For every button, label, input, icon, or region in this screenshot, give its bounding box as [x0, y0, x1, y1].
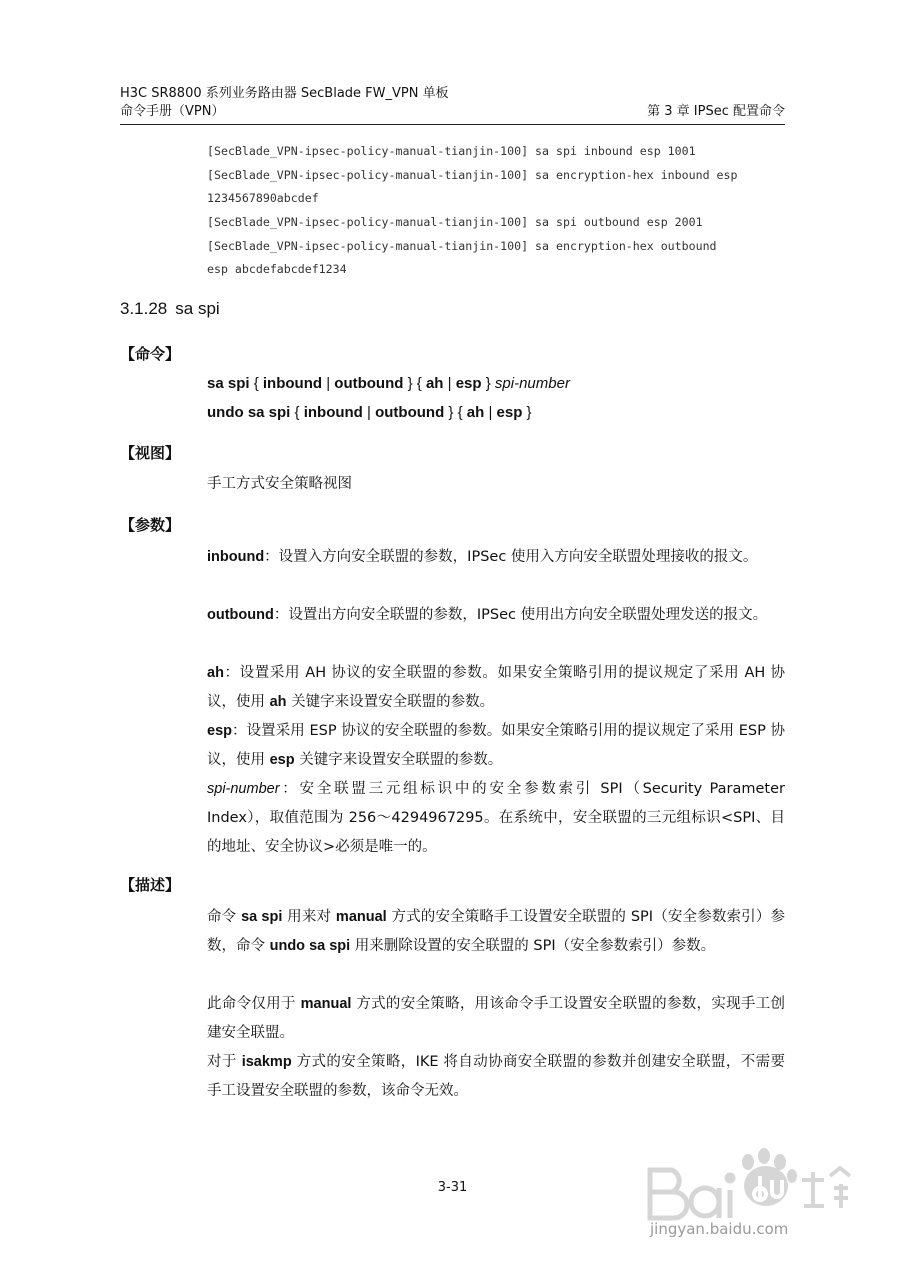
code-line: esp abcdefabcdef1234: [207, 262, 347, 276]
command-syntax: sa spi { inbound | outbound } { ah | esp } spi-number: [207, 375, 570, 392]
undo-command-syntax: undo sa spi { inbound | outbound } { ah | esp }: [207, 404, 532, 421]
code-line: [SecBlade_VPN-ipsec-policy-manual-tianjin-100] sa encryption-hex outbound: [207, 239, 717, 253]
page-number: 3-31: [437, 1180, 468, 1195]
watermark-url: jingyan.baidu.com: [650, 1220, 789, 1238]
header-row: [120, 103, 785, 120]
code-line: [SecBlade_VPN-ipsec-policy-manual-tianjin-100] sa spi outbound esp 2001: [207, 215, 703, 229]
code-line: 1234567890abcdef: [207, 191, 319, 205]
code-line: [SecBlade_VPN-ipsec-policy-manual-tianjin-100] sa encryption-hex inbound esp: [207, 168, 738, 182]
desc-para-3: 对于 isakmp 方式的安全策略，IKE 将自动协商安全联盟的参数并创建安全联盟，不需要手工设置安全联盟的参数，该命令无效。: [207, 1054, 785, 1099]
label-desc: 【描述】: [120, 876, 181, 894]
label-params: 【参数】: [120, 516, 181, 534]
header-title: H3C SR8800 系列业务路由器 SecBlade FW_VPN 单板: [120, 86, 449, 101]
desc-para-2: 此命令仅用于 manual 方式的安全策略，用该命令手工设置安全联盟的参数，实现手工创建安全联盟。: [207, 996, 785, 1041]
label-view: 【视图】: [120, 444, 181, 462]
header-chapter: 第 3 章 IPSec 配置命令: [647, 104, 785, 119]
code-line: [SecBlade_VPN-ipsec-policy-manual-tianjin-100] sa spi inbound esp 1001: [207, 144, 696, 158]
section-title: sa spi: [175, 299, 220, 318]
section-number: 3.1.28: [120, 299, 168, 318]
header-manual: 命令手册（VPN）: [120, 104, 225, 119]
param-outbound: outbound：设置出方向安全联盟的参数，IPSec 使用出方向安全联盟处理发送的报文。: [207, 607, 768, 623]
header-divider: [120, 124, 785, 125]
param-inbound: inbound：设置入方向安全联盟的参数，IPSec 使用入方向安全联盟处理接收的报文。: [207, 549, 758, 565]
desc-para-1: 命令 sa spi 用来对 manual 方式的安全策略手工设置安全联盟的 SPI（安全参数索引）参数，命令 undo sa spi 用来删除设置的安全联盟的 SPI（安全参数索引）参数。: [207, 909, 786, 954]
label-command: 【命令】: [120, 345, 181, 363]
param-spi-number: spi-number：安全联盟三元组标识中的安全参数索引 SPI（Security Parameter Index），取值范围为 256～4294967295。在系统中，安全联盟的三元组标识<SPI、目的地址、安全协议>必须是唯一的。: [207, 781, 785, 855]
param-ah: ah：设置采用 AH 协议的安全联盟的参数。如果安全策略引用的提议规定了采用 AH 协议，使用 ah 关键字来设置安全联盟的参数。: [207, 665, 785, 710]
view-text: 手工方式安全策略视图: [207, 476, 352, 492]
param-esp: esp：设置采用 ESP 协议的安全联盟的参数。如果安全策略引用的提议规定了采用 ESP 协议，使用 esp 关键字来设置安全联盟的参数。: [207, 723, 785, 768]
section-heading: [120, 299, 228, 319]
